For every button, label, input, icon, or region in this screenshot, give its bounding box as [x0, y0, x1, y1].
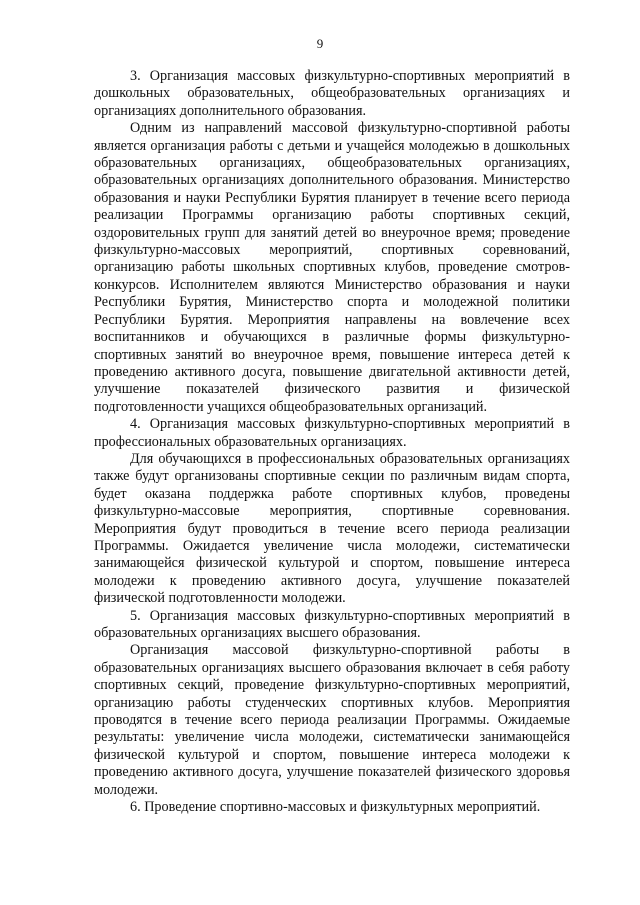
page-number: 9 — [316, 36, 324, 51]
paragraph-item-4-body: Для обучающихся в профессиональных образовательных организациях также будут организованы спортивные секции по различным видам спорта, будет оказана поддержка работе спортивных клубов, проведены физкультурно-массовые мероприятия, спортивные соревнования. Мероприятия будут проводиться в течение всего периода реализации Программы. Ожидается увеличение числа молодежи, систематически занимающейся физической культурой и спортом, повышение интереса молодежи к проведению активного досуга, улучшение показателей физической подготовленности молодежи. — [94, 450, 570, 607]
paragraph-item-3-body: Одним из направлений массовой физкультурно-спортивной работы является организация работы с детьми и учащейся молодежью в дошкольных образовательных организациях, общеобразовательных организациях, образовательных организациях дополнительного образования. Министерство образования и науки Республики Бурятия планирует в течение всего периода реализации Программы организацию работы спортивных секций, оздоровительных групп для занятий детей во внеурочное время; проведение физкультурно-массовых мероприятий, спортивных соревнований, организацию работы школьных спортивных клубов, проведение смотров-конкурсов. Исполнителем являются Министерство образования и науки Республики Бурятия, Министерство спорта и молодежной политики Республики Бурятия. Мероприятия направлены на вовлечение всех воспитанников и обучающихся в различные формы физкультурно-спортивных занятий во внеурочное время, повышение интереса детей к проведению активного досуга, повышение двигательной активности детей, улучшение показателей физического развития и физической подготовленности учащихся общеобразовательных организаций. — [94, 120, 570, 415]
paragraph-item-5-heading: 5. Организация массовых физкультурно-спортивных мероприятий в образовательных организациях высшего образования. — [94, 607, 570, 641]
paragraph-item-3-heading: 3. Организация массовых физкультурно-спортивных мероприятий в дошкольных образовательных, общеобразовательных организациях и организациях дополнительного образования. — [94, 68, 570, 119]
document-body — [94, 68, 570, 816]
paragraph-item-6-heading: 6. Проведение спортивно-массовых и физкультурных мероприятий. — [130, 799, 541, 816]
paragraph-item-5-body: Организация массовой физкультурно-спортивной работы в образовательных организациях высшего образования включает в себя работу спортивных секций, проведение физкультурно-спортивных мероприятий, организацию работы студенческих спортивных клубов. Мероприятия проводятся в течение всего периода реализации Программы. Ожидаемые результаты: увеличение числа молодежи, систематически занимающейся физической культурой и спортом, повышение интереса молодежи к проведению активного досуга, улучшение показателей физического здоровья молодежи. — [94, 642, 570, 798]
paragraph-item-4-heading: 4. Организация массовых физкультурно-спортивных мероприятий в профессиональных образовательных организациях. — [94, 416, 570, 450]
